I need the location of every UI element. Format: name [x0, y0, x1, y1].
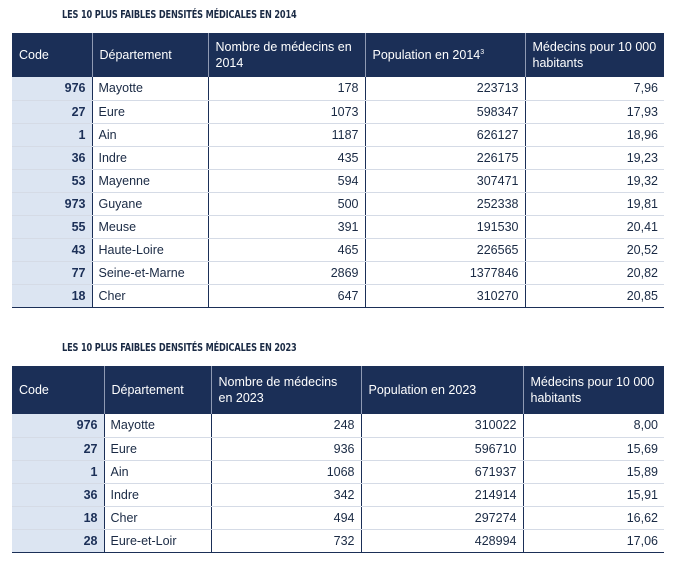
cell-departement: Mayotte — [104, 414, 211, 437]
header-code: Code — [12, 366, 104, 414]
header-code: Code — [12, 33, 92, 77]
cell-population: 428994 — [361, 529, 523, 552]
header-population — [365, 33, 525, 77]
table-row — [12, 460, 664, 483]
cell-medecins: 1187 — [208, 123, 365, 146]
cell-departement: Eure — [104, 437, 211, 460]
cell-medecins: 248 — [211, 414, 361, 437]
cell-code: 1 — [12, 460, 104, 483]
cell-population: 191530 — [365, 215, 525, 238]
cell-densite: 17,06 — [523, 529, 664, 552]
cell-code: 28 — [12, 529, 104, 552]
cell-code: 976 — [12, 414, 104, 437]
table-row — [12, 284, 664, 307]
cell-densite: 15,89 — [523, 460, 664, 483]
cell-departement: Seine-et-Marne — [92, 261, 208, 284]
cell-population: 223713 — [365, 77, 525, 100]
cell-code: 18 — [12, 284, 92, 307]
cell-medecins: 2869 — [208, 261, 365, 284]
cell-departement: Cher — [104, 506, 211, 529]
header-departement: Département — [92, 33, 208, 77]
table-row — [12, 169, 664, 192]
cell-departement: Cher — [92, 284, 208, 307]
cell-medecins: 342 — [211, 483, 361, 506]
cell-departement: Indre — [104, 483, 211, 506]
cell-departement: Haute-Loire — [92, 238, 208, 261]
table-row — [12, 506, 664, 529]
cell-population: 226175 — [365, 146, 525, 169]
cell-code: 36 — [12, 146, 92, 169]
table-2023-header-row — [12, 366, 664, 414]
header-population-label: Population en 2014 — [372, 48, 481, 62]
cell-population: 671937 — [361, 460, 523, 483]
cell-medecins: 732 — [211, 529, 361, 552]
table-2014-title: LES 10 PLUS FAIBLES DENSITÉS MÉDICALES EN 2014 — [62, 9, 297, 21]
header-medecins: Nombre de médecins en 2023 — [211, 366, 361, 414]
cell-population: 626127 — [365, 123, 525, 146]
cell-densite: 8,00 — [523, 414, 664, 437]
table-row — [12, 77, 664, 100]
cell-population: 1377846 — [365, 261, 525, 284]
cell-medecins: 500 — [208, 192, 365, 215]
cell-population: 310270 — [365, 284, 525, 307]
header-medecins: Nombre de médecins en 2014 — [208, 33, 365, 77]
table-2014-body — [12, 77, 664, 307]
cell-medecins: 936 — [211, 437, 361, 460]
cell-densite: 18,96 — [525, 123, 664, 146]
table-2014-header-row — [12, 33, 664, 77]
table-row — [12, 238, 664, 261]
cell-departement: Eure-et-Loir — [104, 529, 211, 552]
cell-code: 55 — [12, 215, 92, 238]
cell-population: 310022 — [361, 414, 523, 437]
cell-population: 226565 — [365, 238, 525, 261]
cell-departement: Indre — [92, 146, 208, 169]
cell-densite: 17,93 — [525, 100, 664, 123]
cell-medecins: 178 — [208, 77, 365, 100]
cell-densite: 15,91 — [523, 483, 664, 506]
cell-code: 27 — [12, 100, 92, 123]
cell-medecins: 391 — [208, 215, 365, 238]
cell-population: 214914 — [361, 483, 523, 506]
cell-densite: 20,41 — [525, 215, 664, 238]
cell-densite: 20,85 — [525, 284, 664, 307]
cell-code: 43 — [12, 238, 92, 261]
table-row — [12, 529, 664, 552]
cell-densite: 19,32 — [525, 169, 664, 192]
cell-code: 53 — [12, 169, 92, 192]
cell-population: 297274 — [361, 506, 523, 529]
cell-code: 1 — [12, 123, 92, 146]
cell-medecins: 1073 — [208, 100, 365, 123]
table-row — [12, 123, 664, 146]
header-densite: Médecins pour 10 000 habitants — [525, 33, 664, 77]
cell-departement: Mayenne — [92, 169, 208, 192]
table-row — [12, 483, 664, 506]
cell-densite: 19,81 — [525, 192, 664, 215]
cell-medecins: 1068 — [211, 460, 361, 483]
cell-medecins: 647 — [208, 284, 365, 307]
cell-departement: Eure — [92, 100, 208, 123]
cell-code: 18 — [12, 506, 104, 529]
cell-medecins: 465 — [208, 238, 365, 261]
table-row — [12, 437, 664, 460]
cell-code: 976 — [12, 77, 92, 100]
cell-densite: 16,62 — [523, 506, 664, 529]
table-2014 — [12, 33, 664, 308]
cell-densite: 19,23 — [525, 146, 664, 169]
table-row — [12, 100, 664, 123]
table-2023-title: LES 10 PLUS FAIBLES DENSITÉS MÉDICALES EN 2023 — [62, 342, 297, 354]
cell-densite: 7,96 — [525, 77, 664, 100]
table-row — [12, 215, 664, 238]
table-row — [12, 261, 664, 284]
table-2023-body — [12, 414, 664, 552]
table-2023 — [12, 366, 664, 553]
cell-densite: 20,52 — [525, 238, 664, 261]
cell-departement: Ain — [104, 460, 211, 483]
cell-departement: Ain — [92, 123, 208, 146]
table-row — [12, 192, 664, 215]
cell-departement: Meuse — [92, 215, 208, 238]
cell-code: 36 — [12, 483, 104, 506]
cell-population: 307471 — [365, 169, 525, 192]
cell-population: 598347 — [365, 100, 525, 123]
cell-medecins: 435 — [208, 146, 365, 169]
footnote-marker: 3 — [480, 48, 485, 56]
table-row — [12, 146, 664, 169]
cell-medecins: 494 — [211, 506, 361, 529]
table-row — [12, 414, 664, 437]
header-departement: Département — [104, 366, 211, 414]
header-densite: Médecins pour 10 000 habitants — [523, 366, 664, 414]
cell-code: 77 — [12, 261, 92, 284]
header-population: Population en 2023 — [361, 366, 523, 414]
cell-code: 973 — [12, 192, 92, 215]
cell-population: 252338 — [365, 192, 525, 215]
cell-departement: Mayotte — [92, 77, 208, 100]
cell-code: 27 — [12, 437, 104, 460]
cell-densite: 20,82 — [525, 261, 664, 284]
cell-departement: Guyane — [92, 192, 208, 215]
cell-population: 596710 — [361, 437, 523, 460]
cell-medecins: 594 — [208, 169, 365, 192]
cell-densite: 15,69 — [523, 437, 664, 460]
